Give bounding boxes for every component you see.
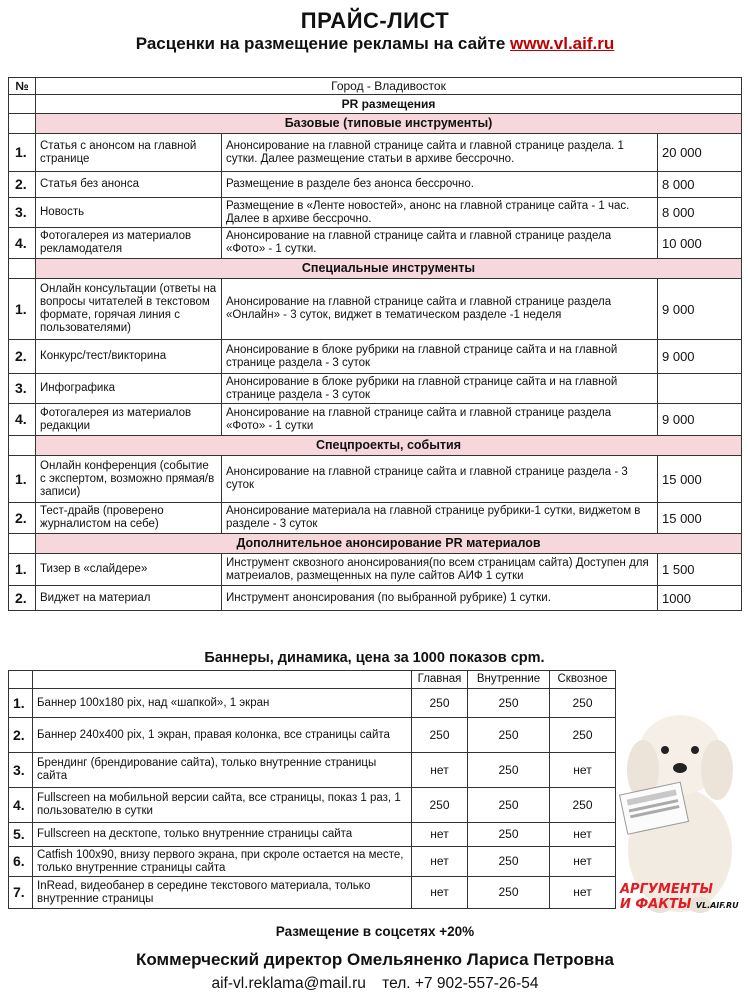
price-main: нет [412, 823, 468, 847]
section-row [9, 436, 742, 456]
banner-name: Брендинг (брендирование сайта), только внутренние страницы сайта [33, 753, 412, 788]
item-description: Размещение в «Ленте новостей», анонс на главной странице сайта - 1 час. Далее в архиве бессрочно. [222, 198, 658, 228]
item-description: Анонсирование в блоке рубрики на главной странице сайта и на главной странице раздела - 3 суток [222, 340, 658, 374]
price-main: нет [412, 847, 468, 877]
banner-name: Catfish 100x90, внизу первого экрана, при скроле остается на месте, только внутренние страницы сайта [33, 847, 412, 877]
price-inner: 250 [468, 788, 550, 823]
item-name: Новость [36, 198, 222, 228]
price-main: нет [412, 753, 468, 788]
empty-cell [9, 534, 36, 554]
item-price: 8 000 [658, 172, 742, 198]
section-title: Базовые (типовые инструменты) [36, 114, 742, 134]
table-row [9, 554, 742, 586]
row-number: 3. [9, 753, 33, 788]
pr-heading-row [9, 95, 742, 114]
aif-logo [620, 884, 745, 914]
row-number: 2. [9, 503, 36, 534]
empty-cell [9, 436, 36, 456]
row-number: 1. [9, 279, 36, 340]
pr-price-table [8, 77, 742, 611]
num-header: № [9, 78, 36, 95]
item-name: Фотогалерея из материалов редакции [36, 404, 222, 436]
section-row [9, 114, 742, 134]
item-description: Анонсирование на главной странице сайта и главной странице раздела - 3 суток [222, 456, 658, 503]
logo-url: VL.AIF.RU [695, 901, 739, 910]
row-number: 1. [9, 689, 33, 718]
item-description: Анонсирование на главной странице сайта и главной странице раздела «Фото» - 1 сутки. [222, 228, 658, 259]
banner-row [9, 718, 616, 753]
item-description: Анонсирование в блоке рубрики на главной странице сайта и на главной странице раздела - 3 суток [222, 374, 658, 404]
row-number: 2. [9, 340, 36, 374]
table-row [9, 228, 742, 259]
table-row [9, 503, 742, 534]
section-title: Спецпроекты, события [36, 436, 742, 456]
item-name: Инфографика [36, 374, 222, 404]
row-number: 4. [9, 788, 33, 823]
table-row [9, 456, 742, 503]
item-price: 9 000 [658, 404, 742, 436]
logo-line2: И ФАКТЫ [620, 897, 692, 912]
price-inner: 250 [468, 689, 550, 718]
row-number: 1. [9, 554, 36, 586]
row-number: 4. [9, 228, 36, 259]
section-title: Дополнительное анонсирование PR материалов [36, 534, 742, 554]
phone-number: тел. +7 902-557-26-54 [382, 975, 539, 992]
price-through: нет [550, 823, 616, 847]
email-link[interactable]: aif-vl.reklama@mail.ru [211, 975, 366, 992]
item-description: Анонсирование материала на главной странице рубрики-1 сутки, виджетом в разделе - 3 суток [222, 503, 658, 534]
row-number: 5. [9, 823, 33, 847]
row-number: 2. [9, 172, 36, 198]
row-number: 1. [9, 134, 36, 172]
price-main: 250 [412, 718, 468, 753]
row-number: 4. [9, 404, 36, 436]
item-description: Инструмент сквозного анонсирования(по всем страницам сайта) Доступен для матреиалов, размещенных на пуле сайтов АИФ 1 сутки [222, 554, 658, 586]
site-link[interactable]: www.vl.aif.ru [510, 34, 615, 53]
banner-name: Fullscreen на десктопе, только внутренние страницы сайта [33, 823, 412, 847]
item-price: 10 000 [658, 228, 742, 259]
contacts [0, 975, 750, 993]
city-cell: Город - Владивосток [36, 78, 742, 95]
price-through: нет [550, 847, 616, 877]
price-main: 250 [412, 689, 468, 718]
row-number: 2. [9, 718, 33, 753]
price-through: нет [550, 877, 616, 909]
empty-cell [9, 95, 36, 114]
table-row [9, 172, 742, 198]
price-main: нет [412, 877, 468, 909]
section-row [9, 534, 742, 554]
item-name: Статья без анонса [36, 172, 222, 198]
pr-heading: PR размещения [36, 95, 742, 114]
row-number: 2. [9, 586, 36, 611]
item-price: 20 000 [658, 134, 742, 172]
price-main: 250 [412, 788, 468, 823]
social-note: Размещение в соцсетях +20% [275, 924, 475, 939]
section-row [9, 259, 742, 279]
banner-row [9, 689, 616, 718]
column-header: Сквозное [550, 671, 616, 689]
banner-name: Баннер 100x180 pix, над «шапкой», 1 экран [33, 689, 412, 718]
empty-cell [9, 671, 33, 689]
page-subtitle [0, 34, 750, 60]
item-name: Статья с анонсом на главной странице [36, 134, 222, 172]
banner-name: Баннер 240x400 pix, 1 экран, правая колонка, все страницы сайта [33, 718, 412, 753]
table-row [9, 198, 742, 228]
table-row [9, 374, 742, 404]
item-price [658, 374, 742, 404]
item-description: Анонсирование на главной странице сайта и главной странице раздела. 1 сутки. Далее размещение статьи в архиве бессрочно. [222, 134, 658, 172]
banner-row [9, 847, 616, 877]
item-name: Онлайн консультации (ответы на вопросы читателей в текстовом формате, горячая линия с пользователями) [36, 279, 222, 340]
price-inner: 250 [468, 847, 550, 877]
banner-header-row [9, 671, 616, 689]
banner-name: InRead, видеобанер в середине текстового материала, только внутренние страницы [33, 877, 412, 909]
banner-price-table [8, 670, 616, 909]
item-name: Конкурс/тест/викторина [36, 340, 222, 374]
subtitle-text: Расценки на размещение рекламы на сайте [135, 34, 506, 53]
banner-row [9, 823, 616, 847]
item-description: Инструмент анонсирования (по выбранной рубрике) 1 сутки. [222, 586, 658, 611]
section-title: Специальные инструменты [36, 259, 742, 279]
row-number: 3. [9, 198, 36, 228]
page-title: ПРАЙС-ЛИСТ [300, 8, 450, 33]
table-row [9, 279, 742, 340]
item-price: 9 000 [658, 340, 742, 374]
item-price: 8 000 [658, 198, 742, 228]
empty-cell [33, 671, 412, 689]
table-row [9, 586, 742, 611]
item-price: 15 000 [658, 456, 742, 503]
banner-row [9, 788, 616, 823]
price-through: 250 [550, 788, 616, 823]
column-header: Главная [412, 671, 468, 689]
item-name: Виджет на материал [36, 586, 222, 611]
item-description: Анонсирование на главной странице сайта и главной странице раздела «Фото» - 1 сутки [222, 404, 658, 436]
banner-row [9, 753, 616, 788]
empty-cell [9, 114, 36, 134]
row-number: 3. [9, 374, 36, 404]
price-through: 250 [550, 718, 616, 753]
item-description: Анонсирование на главной странице сайта и главной странице раздела «Онлайн» - 3 суток, виджет в тематическом разделе -1 неделя [222, 279, 658, 340]
row-number: 6. [9, 847, 33, 877]
item-price: 1000 [658, 586, 742, 611]
header [0, 0, 750, 60]
price-through: нет [550, 753, 616, 788]
logo-line1: АРГУМЕНТЫ [620, 882, 713, 897]
table-row [9, 404, 742, 436]
table-row [9, 134, 742, 172]
item-name: Тизер в «слайдере» [36, 554, 222, 586]
price-inner: 250 [468, 753, 550, 788]
banners-title: Баннеры, динамика, цена за 1000 показов cpm. [204, 650, 545, 666]
price-inner: 250 [468, 718, 550, 753]
item-description: Размещение в разделе без анонса бессрочно. [222, 172, 658, 198]
city-row [9, 78, 742, 95]
item-name: Фотогалерея из материалов рекламодателя [36, 228, 222, 259]
item-name: Онлайн конференция (событие с экспертом, возможно прямая/в записи) [36, 456, 222, 503]
column-header: Внутренние [468, 671, 550, 689]
row-number: 7. [9, 877, 33, 909]
director-name: Коммерческий директор Омельяненко Лариса Петровна [136, 950, 614, 969]
banner-row [9, 877, 616, 909]
item-price: 1 500 [658, 554, 742, 586]
item-price: 9 000 [658, 279, 742, 340]
table-row [9, 340, 742, 374]
price-inner: 250 [468, 823, 550, 847]
item-name: Тест-драйв (проверено журналистом на себе) [36, 503, 222, 534]
banner-name: Fullscreen на мобильной версии сайта, все страницы, показ 1 раз, 1 пользователю в сутки [33, 788, 412, 823]
item-price: 15 000 [658, 503, 742, 534]
price-through: 250 [550, 689, 616, 718]
price-inner: 250 [468, 877, 550, 909]
row-number: 1. [9, 456, 36, 503]
empty-cell [9, 259, 36, 279]
